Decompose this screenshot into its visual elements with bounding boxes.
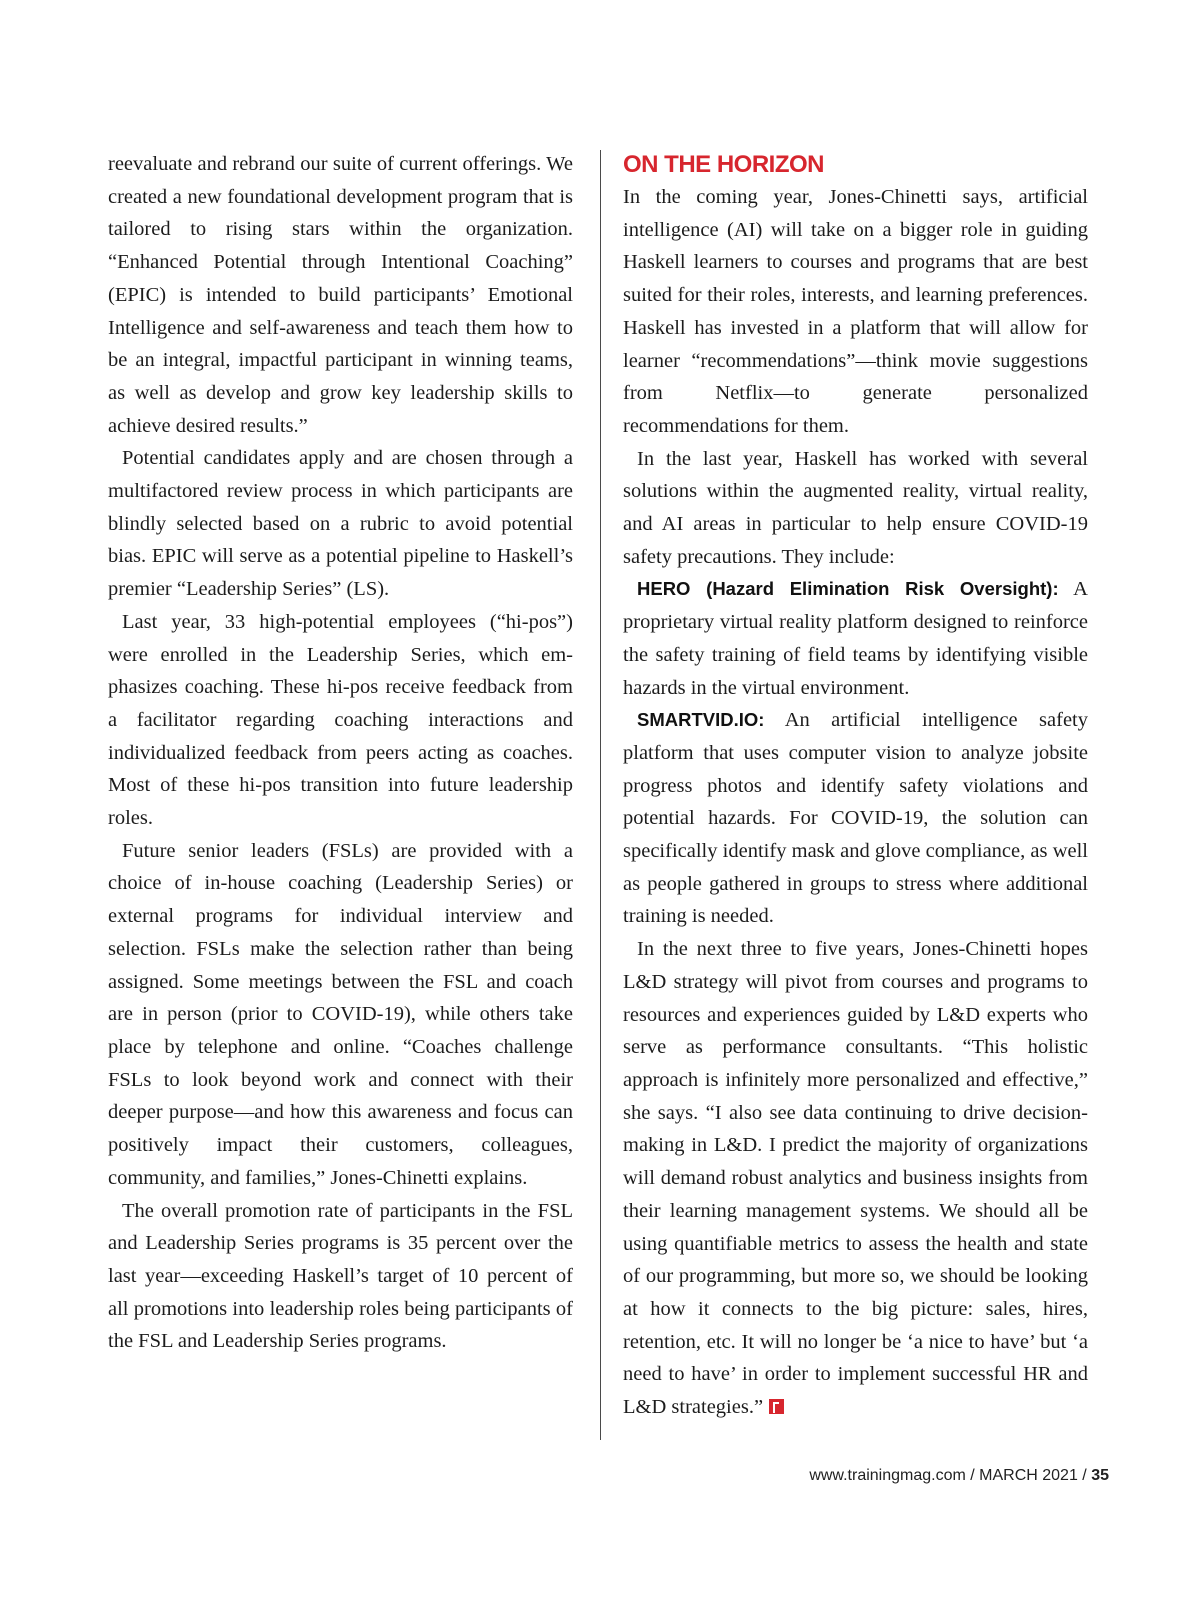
body-paragraph: In the last year, Haskell has worked with several solutions within the augmented reality, virtual reality, and AI areas in particular to help ensure COVID-19 safety precautions. They include: [623, 447, 1088, 568]
end-of-article-mark-icon [769, 1399, 784, 1414]
body-paragraph: reevaluate and rebrand our suite of current offerings. We created a new foundational development program that is tailored to rising stars within the organization. “Enhanced Potential through Intentional Coaching” (EPIC) is intended to build participants’ Emotional Intelligence and self-awareness and teach them how to be an integral, impactful participant in winning teams, as well as develop and grow key leadership skills to achieve desired results.” [108, 153, 573, 437]
page-footer [809, 1467, 1109, 1485]
body-paragraph: In the coming year, Jones-Chinetti says, artificial intelligence (AI) will take on a bigger role in guiding Haskell learners to courses and programs that are best suited for their roles, interests, and learning preferences. Haskell has invested in a platform that will allow for learner “recommendations”—think movie suggestions from Netflix—to generate personalized recommendations for them. [623, 186, 1088, 437]
section-heading: ON THE HORIZON [623, 151, 824, 178]
body-paragraph: Future senior leaders (FSLs) are provided with a choice of in-house coaching (Leadership Series) or external programs for individual interview and selection. FSLs make the selection rather than being assigned. Some meetings between the FSL and coach are in person (prior to COVID-19), while others take place by telephone and online. “Coaches challenge FSLs to look beyond work and connect with their deeper purpose—and how this awareness and focus can positively impact their customers, colleagues, community, and families,” Jones-Chinetti explains. [108, 839, 573, 1189]
smartvid-paragraph [623, 704, 1088, 933]
body-paragraph: Last year, 33 high-potential employees (“hi-pos”) were enrolled in the Leadership Series, which emphasizes coaching. These hi-pos receive feedback from a facilitator regarding coaching interactions and individualized feedback from peers acting as coaches. Most of these hi-pos transition into future leadership roles. [108, 610, 573, 830]
left-column [108, 148, 573, 1358]
column-divider [600, 150, 601, 1440]
body-paragraph: Potential candidates apply and are chosen through a multifactored review process in which participants are blindly selected based on a rubric to avoid potential bias. EPIC will serve as a potential pipeline to Haskell’s premier “Leadership Series” (LS). [108, 447, 573, 601]
page-number: 35 [1091, 1467, 1109, 1484]
smartvid-lead: SMARTVID.IO: [637, 709, 765, 731]
hero-paragraph [623, 573, 1088, 704]
body-paragraph: The overall promotion rate of participants in the FSL and Leadership Series programs is 35 percent over the last year—exceeding Haskell’s target of 10 percent of all promotions into leadership roles being participants of the FSL and Leadership Series programs. [108, 1199, 573, 1353]
closing-paragraph [623, 933, 1088, 1424]
right-column [623, 148, 1088, 1424]
footer-site-date: www.trainingmag.com / MARCH 2021 / [809, 1467, 1087, 1484]
hero-text: A proprietary virtual reality platform designed to reinforce the safety training of field teams by identifying visible hazards in the virtual environment. [623, 578, 1088, 699]
hero-lead: HERO (Hazard Elimination Risk Oversight): [637, 578, 1059, 600]
smartvid-text: An artificial intelligence safety platform that uses computer vision to analyze jobsite progress photos and identify safety violations and potential hazards. For COVID-19, the solution can specifically identify mask and glove compliance, as well as people gathered in groups to stress where additional training is needed. [623, 709, 1088, 928]
closing-text: In the next three to five years, Jones-Chinetti hopes L&D strategy will pivot from courses and programs to resources and experiences guided by L&D experts who serve as performance consultants. “This holistic approach is infinitely more personalized and effective,” she says. “I also see data continuing to drive decision-making in L&D. I predict the majority of organizations will demand robust analytics and business insights from their learning management systems. We should all be using quantifiable metrics to assess the health and state of our programming, but more so, we should be looking at how it connects to the big picture: sales, hires, retention, etc. It will no longer be ‘a nice to have’ but ‘a need to have’ in order to implement successful HR and L&D strategies.” [623, 938, 1088, 1419]
